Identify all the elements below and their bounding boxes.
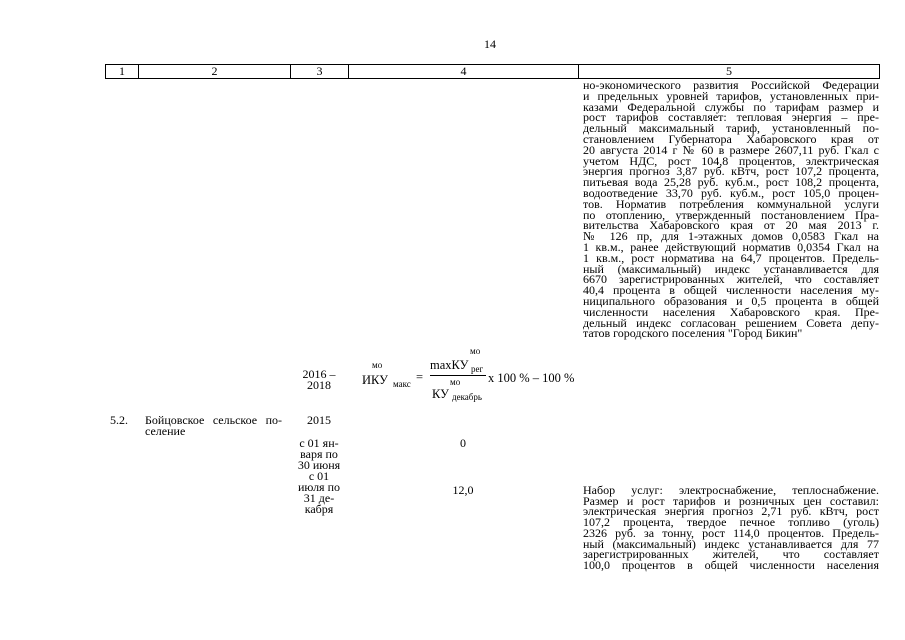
settlement-name <box>145 415 282 437</box>
period-line: 2016 – <box>302 367 336 381</box>
period-line: 2018 <box>307 377 331 392</box>
text-line: питьевая вода 25,28 руб. куб.м., рост 108,2 процента, <box>583 175 879 190</box>
text-line: 6670 зарегистрированных жителей, что составляет <box>583 272 879 287</box>
period-line: с 01 <box>308 469 330 483</box>
text-line: учетом НДС, рост 104,8 процентов, электрическая <box>583 153 879 168</box>
formula-numerator-superscript: мо <box>470 346 481 356</box>
row-number: 5.2. <box>110 413 128 427</box>
index-formula <box>348 340 578 406</box>
text-line: вительства Хабаровского края от 20 мая 2013 г. <box>583 218 879 233</box>
text-line: зарегистрированных жителей, что составляет <box>583 547 879 562</box>
text-line: Бойцовское сельское по- <box>145 413 282 427</box>
text-line: 2326 руб. за тонну, рост 114,0 процентов. Предель- <box>583 525 879 540</box>
text-line: селение <box>145 424 186 438</box>
index-value-second-half: 12,0 <box>452 483 474 497</box>
text-line: тов. Норматив потребления коммунальной услуги <box>583 196 879 211</box>
text-line: 1 кв.м., ранее действующий норматив 0,0354 Гкал на <box>583 239 879 254</box>
column-header-3: 3 <box>291 65 349 78</box>
text-line: но-экономического развития Российской Федерации <box>583 78 879 92</box>
text-line: Размер и рост тарифов и розничных цен составил: <box>583 493 879 508</box>
text-line: электрическая энергия прогноз 2,71 руб. кВтч, рост <box>583 504 879 519</box>
period-line: варя по <box>300 447 338 461</box>
column-header-4: 4 <box>349 65 579 78</box>
formula-lhs: ИКУ <box>362 373 388 387</box>
period-line: с 01 ян- <box>299 436 339 450</box>
period-line: июля по <box>297 480 341 494</box>
formula-period <box>290 369 348 391</box>
column-header-5: 5 <box>726 64 732 78</box>
column-header-2: 2 <box>139 65 291 78</box>
text-line: численности населения Хабаровского края. Пре- <box>583 304 879 319</box>
text-line: 20 августа 2014 г № 60 в размере 2607,11 руб. Гкал с <box>583 142 879 157</box>
text-line: Набор услуг: электроснабжение, теплоснабжение. <box>583 483 879 497</box>
text-line: рост тарифов составляет: тепловая энергия – пре- <box>583 110 879 125</box>
formula-lhs-subscript: макс <box>393 379 411 389</box>
text-line: 107,2 процента, твердое печное топливо (уголь) <box>583 515 879 530</box>
index-value-first-half: 0 <box>460 436 466 450</box>
text-line: и предельных уровней тарифов, установленных при- <box>583 88 879 103</box>
row-description <box>583 485 879 571</box>
formula-equals: = <box>416 370 424 384</box>
text-line: становлением Губернатора Хабаровского края от <box>583 131 879 146</box>
formula-numerator-subscript: рег <box>471 364 484 374</box>
formula-denominator-subscript: декабрь <box>452 392 482 402</box>
text-line: 1 кв.м., рост норматива на 64,7 процентов. Предель- <box>583 250 879 265</box>
row-year: 2015 <box>307 413 331 427</box>
formula-tail: x 100 % – 100 % <box>488 371 575 385</box>
formula-denominator-superscript: мо <box>450 377 461 387</box>
text-line: 40,4 процента в общей численности населения му- <box>583 283 879 298</box>
text-line: ниципального образования и 0,5 процента в общей <box>583 293 879 308</box>
period-line: 31 де- <box>303 491 335 505</box>
table-header-row <box>105 64 880 79</box>
row-periods <box>290 438 348 515</box>
text-line: энергия прогноз 3,87 руб. кВтч, рост 107,2 процента, <box>583 164 879 179</box>
formula-lhs-superscript: мо <box>372 360 383 370</box>
text-line: дельный индекс согласован решением Совета депу- <box>583 315 879 330</box>
formula-denominator: КУ <box>432 387 449 401</box>
text-line: ный (максимальный) индекс устанавливается для 77 <box>583 536 879 551</box>
text-line: № 126 пр, для 1-этажных домов 0,0583 Гкал на <box>583 229 879 244</box>
text-line: дельный максимальный тариф, установленный по- <box>583 121 879 136</box>
period-line: кабря <box>304 502 334 516</box>
period-line: 30 июня <box>297 458 341 472</box>
column-header-1: 1 <box>106 65 139 78</box>
formula-numerator: maxКУ <box>430 358 469 372</box>
text-line: татов городского поселения "Город Бикин" <box>583 326 803 341</box>
text-line: водоотведение 33,70 руб. куб.м., рост 105,0 процен- <box>583 185 879 200</box>
text-line: казами Федеральной службы по тарифам размер и <box>583 99 879 114</box>
continuation-text <box>583 80 879 339</box>
text-line: ный (максимальный) индекс устанавливается для <box>583 261 879 276</box>
page-number: 14 <box>484 37 496 51</box>
text-line: 100,0 процентов в общей численности населения <box>583 557 879 572</box>
text-line: по отоплению, утвержденный постановлением Пра- <box>583 207 879 222</box>
fraction-bar <box>430 375 486 376</box>
